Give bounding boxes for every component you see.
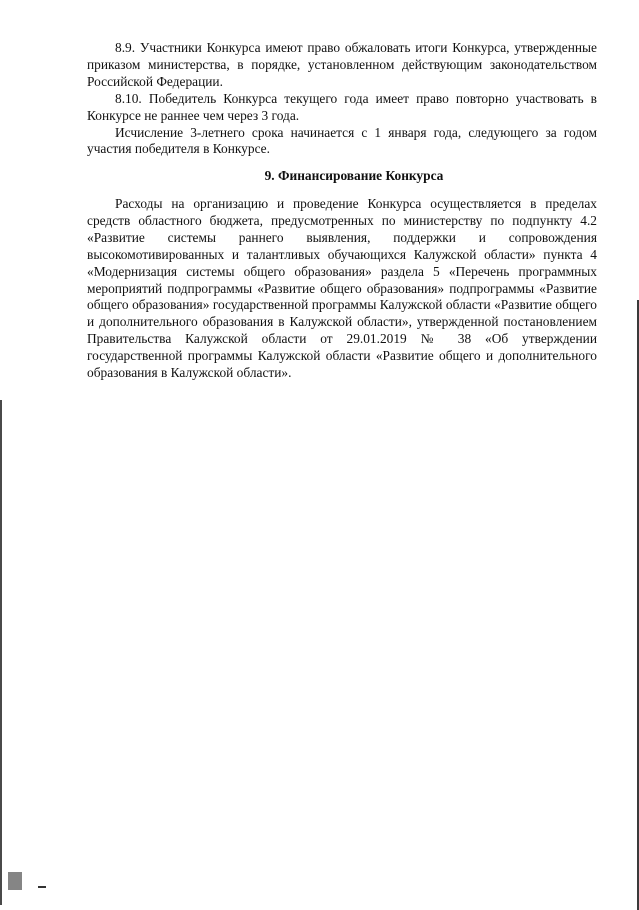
scan-artifact <box>8 872 22 890</box>
scan-edge-left <box>0 400 2 905</box>
paragraph-8-10: 8.10. Победитель Конкурса текущего года имеет право повторно участвовать в Конкурсе не раннее чем через 3 года. <box>87 90 597 123</box>
section-9-heading: 9. Финансирование Конкурса <box>264 168 444 183</box>
paragraph-term-calculation: Исчисление 3-летнего срока начинается с 1 января года, следующего за годом участия победителя в Конкурсе. <box>87 124 597 157</box>
section-9-block <box>87 196 597 382</box>
paragraph-9-financing: Расходы на организацию и проведение Конкурса осуществляется в пределах средств областного бюджета, предусмотренных по министерству по подпункту 4.2 «Развитие системы раннего выявления, поддержки и сопровождения высокомотивированных и талантливых обучающихся Калужской области» пункта 4 «Модернизация системы общего образования» раздела 5 «Перечень программных мероприятий подпрограммы «Развитие общего образования» подпрограммы «Развитие общего образования» государственной программы Калужской области «Развитие общего и дополнительного образования в Калужской области», утвержденной постановлением Правительства Калужской области от 29.01.2019 № 38 «Об утверждении государственной программы Калужской области «Развитие общего и дополнительного образования в Калужской области». <box>87 196 597 381</box>
scan-artifact <box>38 886 46 888</box>
section-8-block <box>87 40 597 158</box>
paragraph-8-9: 8.9. Участники Конкурса имеют право обжаловать итоги Конкурса, утвержденные приказом министерства, в порядке, установленном действующим законодательством Российской Федерации. <box>87 40 597 89</box>
